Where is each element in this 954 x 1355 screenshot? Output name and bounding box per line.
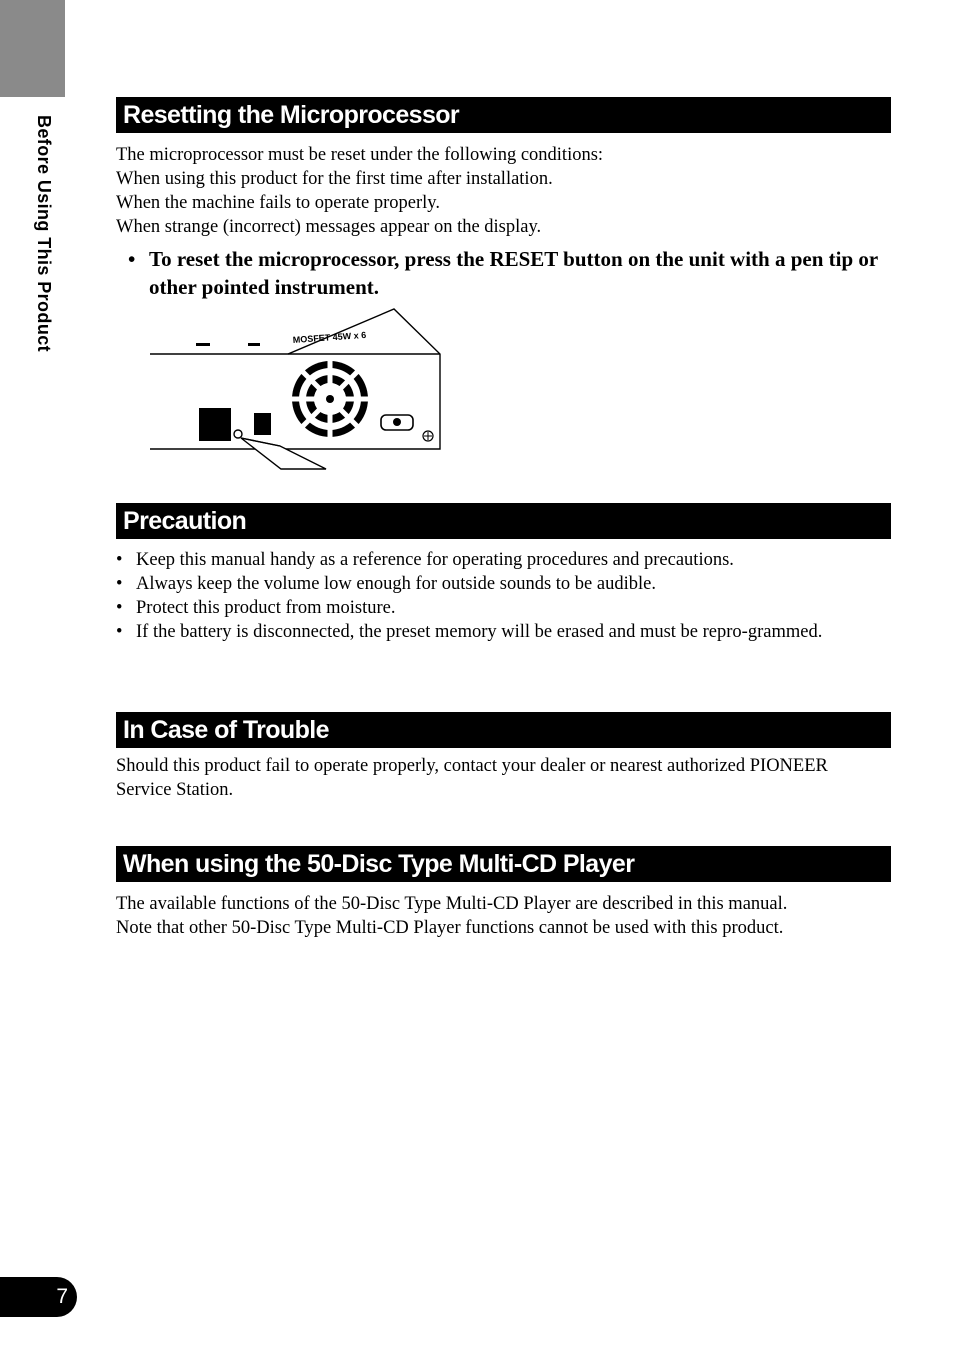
reset-line: When using this product for the first time after installation. bbox=[116, 169, 553, 189]
reset-instruction bbox=[128, 245, 898, 301]
multicd-line: The available functions of the 50-Disc Type Multi-CD Player are described in this manual. bbox=[116, 894, 788, 914]
reset-line: The microprocessor must be reset under the following conditions: bbox=[116, 145, 604, 165]
multicd-text bbox=[116, 892, 896, 940]
section-title-reset: Resetting the Microprocessor bbox=[116, 97, 891, 133]
section-title-multicd: When using the 50-Disc Type Multi-CD Player bbox=[116, 846, 891, 882]
precaution-list bbox=[116, 548, 876, 644]
reset-conditions bbox=[116, 143, 896, 239]
side-tab-marker bbox=[0, 0, 65, 97]
reset-button-illustration bbox=[148, 305, 448, 473]
list-item: • Protect this product from moisture. bbox=[116, 598, 396, 618]
list-item: • Always keep the volume low enough for outside sounds to be audible. bbox=[116, 574, 656, 594]
figure-model-label: MOSFET 45W x 6 bbox=[292, 329, 367, 345]
section-title-trouble: In Case of Trouble bbox=[116, 712, 891, 748]
reset-line: When strange (incorrect) messages appear on the display. bbox=[116, 217, 542, 237]
page-number: 7 bbox=[0, 1277, 77, 1317]
reset-instruction-text: To reset the microprocessor, press the RESET button on the unit with a pen tip or other pointed instrument. bbox=[149, 247, 878, 299]
trouble-text: Should this product fail to operate properly, contact your dealer or nearest authorized PIONEER Service Station. bbox=[116, 756, 828, 800]
bullet-dot: • bbox=[128, 247, 136, 271]
reset-line: When the machine fails to operate properly. bbox=[116, 193, 440, 213]
multicd-line: Note that other 50-Disc Type Multi-CD Player functions cannot be used with this product. bbox=[116, 918, 784, 938]
list-item: • If the battery is disconnected, the preset memory will be erased and must be repro-grammed. bbox=[116, 622, 823, 642]
list-item: • Keep this manual handy as a reference for operating procedures and precautions. bbox=[116, 550, 734, 570]
section-title-precaution: Precaution bbox=[116, 503, 891, 539]
side-section-label: Before Using This Product bbox=[34, 115, 54, 353]
